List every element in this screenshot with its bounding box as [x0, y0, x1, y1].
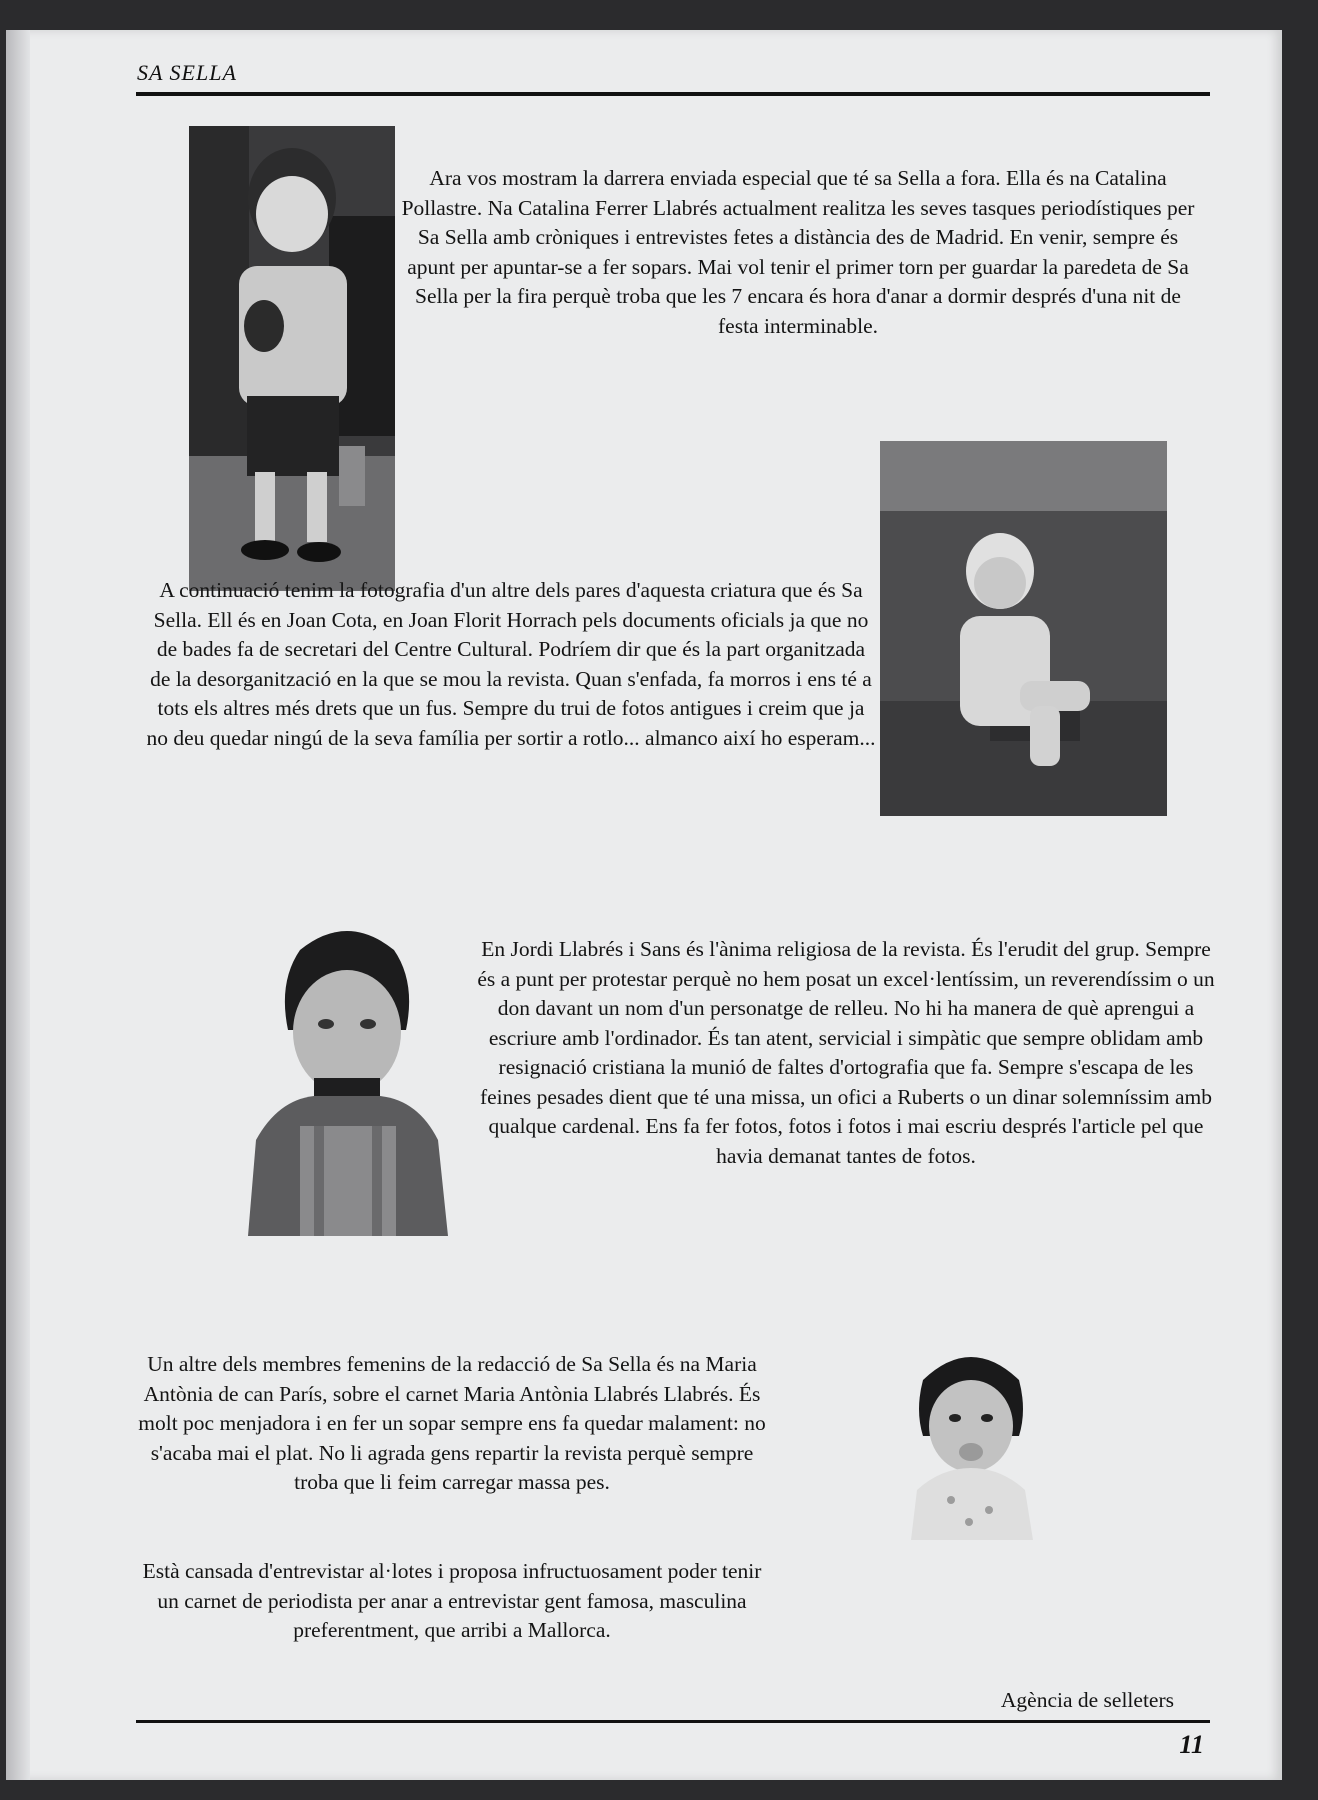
- footer-rule: [136, 1720, 1210, 1723]
- photo-maria-antonia-child: [901, 1340, 1041, 1540]
- header-rule: [136, 92, 1210, 96]
- paragraph-joan: A continuació tenim la fotografia d'un altre dels pares d'aquesta criatura que és Sa Sella. Ell és en Joan Cota, en Joan Florit Horrach pels documents oficials ja que no de bades fa de secretari del Centre Cultural. Podríem dir que és la part organitzada de la desorganització en la que se mou la revista. Quan s'enfada, fa morros i ens té a tots els altres més drets que un fus. Sempre du trui de fotos antigues i creim que ja no deu quedar ningú de la seva família per sortir a rotlo... almanco així ho esperam...: [146, 578, 876, 750]
- photo-joan-baby: [880, 441, 1167, 816]
- magazine-page: [6, 30, 1282, 1780]
- paragraph-jordi: En Jordi Llabrés i Sans és l'ànima religiosa de la revista. És l'erudit del grup. Sempre és a punt per protestar perquè no hem posat un excel·lentíssim, un reverendíssim o un don davant un nom d'un personatge de relleu. No hi ha manera de què aprengui a escriure amb l'ordinador. És tan atent, servicial i simpàtic que sempre oblidam amb resignació cristiana la munió de faltes d'ortografia que fa. Sempre s'escapa de les feines pesades dient que té una missa, un ofici a Ruberts o un dinar solemníssim amb qualque cardenal. Ens fa fer fotos, fotos i fotos i mai escriu després l'article pel que havia demanat tantes de fotos.: [477, 937, 1215, 1168]
- photo-catalina-child: [189, 126, 395, 591]
- photo-jordi-child: [238, 920, 456, 1236]
- paragraph-maria-antonia-continued: Està cansada d'entrevistar al·lotes i proposa infructuosament poder tenir un carnet de periodista per anar a entrevistar gent famosa, masculina preferentment, que arribi a Mallorca.: [142, 1559, 762, 1642]
- running-title: SA SELLA: [137, 60, 237, 85]
- paragraph-maria-antonia: Un altre dels membres femenins de la redacció de Sa Sella és na Maria Antònia de can París, sobre el carnet Maria Antònia Llabrés Llabrés. És molt poc menjadora i en fer un sopar sempre ens fa quedar malament: no s'acaba mai el plat. No li agrada gens repartir la revista perquè sempre troba que li feim carregar massa pes.: [138, 1352, 766, 1494]
- page-spine-shadow: [6, 30, 30, 1780]
- page-number: 11: [1179, 1730, 1204, 1759]
- paragraph-catalina: Ara vos mostram la darrera enviada especial que té sa Sella a fora. Ella és na Catalina Pollastre. Na Catalina Ferrer Llabrés actualment realitza les seves tasques periodístiques per Sa Sella amb cròniques i entrevistes fetes a distància des de Madrid. En venir, sempre és apunt per apuntar-se a fer sopars. Mai vol tenir el primer torn per guardar la paredeta de Sa Sella per la fira perquè troba que les 7 encara és hora d'anar a dormir després d'una nit de festa interminable.: [401, 166, 1195, 338]
- article-signature: Agència de selleters: [1000, 1688, 1174, 1712]
